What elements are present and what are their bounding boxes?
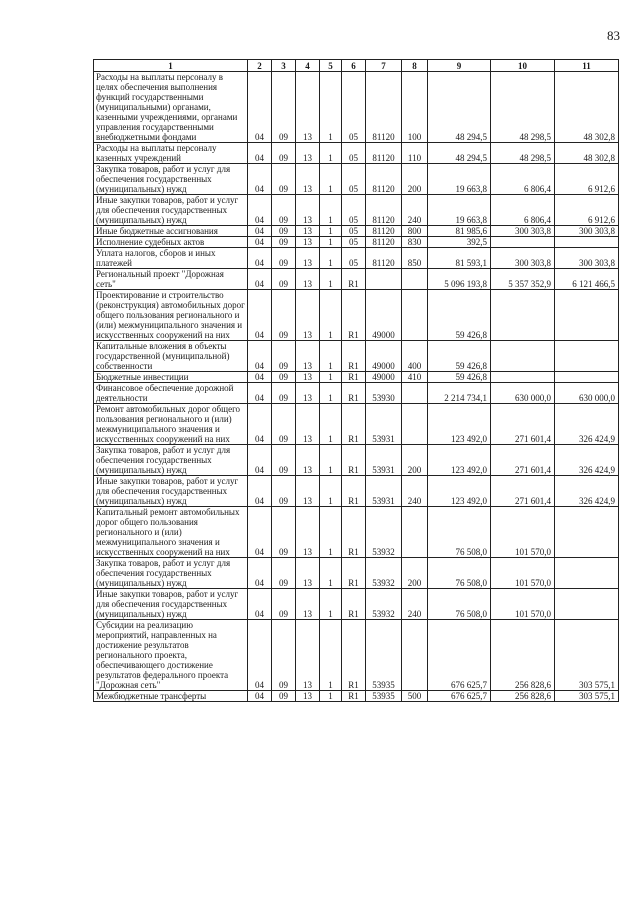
program-code-cell: 13 — [296, 164, 320, 195]
direction-code-cell: 81120 — [366, 143, 402, 164]
table-row — [94, 404, 619, 445]
section-code-cell: 04 — [248, 237, 272, 248]
amount-year2-cell: 48 298,5 — [491, 143, 555, 164]
amount-year1-cell: 59 426,8 — [428, 290, 491, 341]
table-header-row — [94, 60, 619, 72]
amount-year2-cell: 101 570,0 — [491, 558, 555, 589]
amount-year3-cell: 630 000,0 — [555, 383, 619, 404]
project-code-cell: 05 — [342, 248, 366, 269]
direction-code-cell: 53935 — [366, 620, 402, 691]
section-code-cell: 04 — [248, 507, 272, 558]
header-cell: 6 — [342, 60, 366, 72]
section-code-cell: 04 — [248, 341, 272, 372]
section-code-cell: 04 — [248, 620, 272, 691]
expense-type-cell: 500 — [402, 691, 428, 702]
subprogram-code-cell: 1 — [320, 620, 342, 691]
table-row — [94, 290, 619, 341]
amount-year1-cell: 81 593,1 — [428, 248, 491, 269]
row-name-cell: Капитальные вложения в объекты государственной (муниципальной) собственности — [94, 341, 248, 372]
row-name-cell: Проектирование и строительство (реконструкция) автомобильных дорог общего пользования регионального и (или) межмуниципального значения и искусственных сооружений на них — [94, 290, 248, 341]
subprogram-code-cell: 1 — [320, 558, 342, 589]
header-cell: 2 — [248, 60, 272, 72]
page-number: 83 — [607, 28, 620, 43]
header-cell: 1 — [94, 60, 248, 72]
direction-code-cell: 53932 — [366, 507, 402, 558]
amount-year2-cell — [491, 237, 555, 248]
row-name-cell: Финансовое обеспечение дорожной деятельности — [94, 383, 248, 404]
program-code-cell: 13 — [296, 620, 320, 691]
amount-year2-cell — [491, 290, 555, 341]
amount-year2-cell: 101 570,0 — [491, 507, 555, 558]
amount-year2-cell: 271 601,4 — [491, 445, 555, 476]
program-code-cell: 13 — [296, 404, 320, 445]
subprogram-code-cell: 1 — [320, 383, 342, 404]
subsection-code-cell: 09 — [272, 404, 296, 445]
program-code-cell: 13 — [296, 237, 320, 248]
amount-year3-cell: 48 302,8 — [555, 72, 619, 143]
table-row — [94, 589, 619, 620]
amount-year1-cell: 2 214 734,1 — [428, 383, 491, 404]
row-name-cell: Иные закупки товаров, работ и услуг для обеспечения государственных (муниципальных) нужд — [94, 195, 248, 226]
amount-year1-cell: 76 508,0 — [428, 507, 491, 558]
amount-year3-cell: 48 302,8 — [555, 143, 619, 164]
program-code-cell: 13 — [296, 290, 320, 341]
direction-code-cell: 81120 — [366, 226, 402, 237]
project-code-cell: R1 — [342, 691, 366, 702]
amount-year1-cell: 19 663,8 — [428, 195, 491, 226]
program-code-cell: 13 — [296, 248, 320, 269]
direction-code-cell: 81120 — [366, 164, 402, 195]
expense-type-cell: 200 — [402, 445, 428, 476]
header-cell: 7 — [366, 60, 402, 72]
amount-year1-cell: 76 508,0 — [428, 589, 491, 620]
expense-type-cell: 240 — [402, 476, 428, 507]
amount-year3-cell: 6 121 466,5 — [555, 269, 619, 290]
project-code-cell: 05 — [342, 164, 366, 195]
table-row — [94, 476, 619, 507]
expense-type-cell: 200 — [402, 164, 428, 195]
header-cell: 10 — [491, 60, 555, 72]
amount-year2-cell: 271 601,4 — [491, 404, 555, 445]
expense-type-cell: 200 — [402, 558, 428, 589]
amount-year2-cell — [491, 341, 555, 372]
direction-code-cell: 53935 — [366, 691, 402, 702]
section-code-cell: 04 — [248, 589, 272, 620]
direction-code-cell: 81120 — [366, 248, 402, 269]
program-code-cell: 13 — [296, 341, 320, 372]
row-name-cell: Исполнение судебных актов — [94, 237, 248, 248]
section-code-cell: 04 — [248, 164, 272, 195]
row-name-cell: Бюджетные инвестиции — [94, 372, 248, 383]
table-row — [94, 383, 619, 404]
amount-year1-cell: 76 508,0 — [428, 558, 491, 589]
amount-year3-cell: 326 424,9 — [555, 445, 619, 476]
subsection-code-cell: 09 — [272, 195, 296, 226]
project-code-cell: R1 — [342, 341, 366, 372]
subsection-code-cell: 09 — [272, 558, 296, 589]
amount-year3-cell: 6 912,6 — [555, 195, 619, 226]
project-code-cell: 05 — [342, 143, 366, 164]
direction-code-cell: 53932 — [366, 558, 402, 589]
table-row — [94, 507, 619, 558]
table-row — [94, 372, 619, 383]
table-row — [94, 143, 619, 164]
amount-year3-cell — [555, 558, 619, 589]
header-cell: 5 — [320, 60, 342, 72]
table-row — [94, 558, 619, 589]
expense-type-cell — [402, 507, 428, 558]
row-name-cell: Иные бюджетные ассигнования — [94, 226, 248, 237]
amount-year3-cell — [555, 237, 619, 248]
amount-year1-cell: 676 625,7 — [428, 691, 491, 702]
amount-year2-cell — [491, 372, 555, 383]
expense-type-cell: 100 — [402, 72, 428, 143]
direction-code-cell: 53932 — [366, 589, 402, 620]
expense-type-cell: 830 — [402, 237, 428, 248]
section-code-cell: 04 — [248, 558, 272, 589]
amount-year1-cell: 81 985,6 — [428, 226, 491, 237]
direction-code-cell: 49000 — [366, 372, 402, 383]
direction-code-cell: 81120 — [366, 195, 402, 226]
amount-year1-cell: 123 492,0 — [428, 404, 491, 445]
section-code-cell: 04 — [248, 445, 272, 476]
program-code-cell: 13 — [296, 226, 320, 237]
project-code-cell: R1 — [342, 589, 366, 620]
direction-code-cell: 53931 — [366, 404, 402, 445]
expense-type-cell: 240 — [402, 589, 428, 620]
direction-code-cell — [366, 269, 402, 290]
row-name-cell: Субсидии на реализацию мероприятий, направленных на достижение результатов регионального проекта, обеспечивающего достижение результатов федерального проекта "Дорожная сеть" — [94, 620, 248, 691]
section-code-cell: 04 — [248, 72, 272, 143]
program-code-cell: 13 — [296, 507, 320, 558]
subsection-code-cell: 09 — [272, 476, 296, 507]
program-code-cell: 13 — [296, 269, 320, 290]
subprogram-code-cell: 1 — [320, 445, 342, 476]
section-code-cell: 04 — [248, 195, 272, 226]
subprogram-code-cell: 1 — [320, 226, 342, 237]
amount-year1-cell: 59 426,8 — [428, 372, 491, 383]
subsection-code-cell: 09 — [272, 341, 296, 372]
subprogram-code-cell: 1 — [320, 269, 342, 290]
program-code-cell: 13 — [296, 589, 320, 620]
amount-year1-cell: 123 492,0 — [428, 476, 491, 507]
expense-type-cell — [402, 383, 428, 404]
amount-year1-cell: 123 492,0 — [428, 445, 491, 476]
expense-type-cell — [402, 620, 428, 691]
subprogram-code-cell: 1 — [320, 691, 342, 702]
table-row — [94, 237, 619, 248]
row-name-cell: Уплата налогов, сборов и иных платежей — [94, 248, 248, 269]
expense-type-cell — [402, 290, 428, 341]
direction-code-cell: 81120 — [366, 72, 402, 143]
amount-year2-cell: 6 806,4 — [491, 164, 555, 195]
row-name-cell: Межбюджетные трансферты — [94, 691, 248, 702]
table-row — [94, 341, 619, 372]
amount-year1-cell: 48 294,5 — [428, 72, 491, 143]
subsection-code-cell: 09 — [272, 507, 296, 558]
row-name-cell: Расходы на выплаты персоналу в целях обеспечения выполнения функций государственными (муниципальными) органами, казенными учреждениями, органами управления государственными внебюджетными фондами — [94, 72, 248, 143]
subsection-code-cell: 09 — [272, 691, 296, 702]
table-row — [94, 445, 619, 476]
subprogram-code-cell: 1 — [320, 237, 342, 248]
amount-year2-cell: 271 601,4 — [491, 476, 555, 507]
amount-year2-cell: 48 298,5 — [491, 72, 555, 143]
program-code-cell: 13 — [296, 383, 320, 404]
header-cell: 11 — [555, 60, 619, 72]
project-code-cell: R1 — [342, 476, 366, 507]
direction-code-cell: 49000 — [366, 341, 402, 372]
subsection-code-cell: 09 — [272, 620, 296, 691]
subprogram-code-cell: 1 — [320, 341, 342, 372]
amount-year2-cell: 300 303,8 — [491, 248, 555, 269]
program-code-cell: 13 — [296, 445, 320, 476]
amount-year3-cell: 303 575,1 — [555, 620, 619, 691]
subsection-code-cell: 09 — [272, 72, 296, 143]
program-code-cell: 13 — [296, 195, 320, 226]
project-code-cell: R1 — [342, 372, 366, 383]
program-code-cell: 13 — [296, 372, 320, 383]
table-row — [94, 72, 619, 143]
table-row — [94, 195, 619, 226]
expense-type-cell — [402, 269, 428, 290]
row-name-cell: Расходы на выплаты персоналу казенных учреждений — [94, 143, 248, 164]
project-code-cell: R1 — [342, 507, 366, 558]
row-name-cell: Иные закупки товаров, работ и услуг для обеспечения государственных (муниципальных) нужд — [94, 476, 248, 507]
subsection-code-cell: 09 — [272, 445, 296, 476]
expense-type-cell: 850 — [402, 248, 428, 269]
project-code-cell: R1 — [342, 620, 366, 691]
project-code-cell: R1 — [342, 383, 366, 404]
expense-type-cell — [402, 404, 428, 445]
table-row — [94, 691, 619, 702]
amount-year1-cell: 392,5 — [428, 237, 491, 248]
subprogram-code-cell: 1 — [320, 507, 342, 558]
amount-year3-cell: 326 424,9 — [555, 476, 619, 507]
project-code-cell: 05 — [342, 72, 366, 143]
amount-year3-cell: 326 424,9 — [555, 404, 619, 445]
program-code-cell: 13 — [296, 691, 320, 702]
amount-year3-cell: 303 575,1 — [555, 691, 619, 702]
amount-year1-cell: 676 625,7 — [428, 620, 491, 691]
header-cell: 8 — [402, 60, 428, 72]
table-row — [94, 269, 619, 290]
row-name-cell: Закупка товаров, работ и услуг для обеспечения государственных (муниципальных) нужд — [94, 164, 248, 195]
project-code-cell: 05 — [342, 237, 366, 248]
section-code-cell: 04 — [248, 476, 272, 507]
header-cell: 9 — [428, 60, 491, 72]
amount-year1-cell: 19 663,8 — [428, 164, 491, 195]
program-code-cell: 13 — [296, 143, 320, 164]
row-name-cell: Иные закупки товаров, работ и услуг для обеспечения государственных (муниципальных) нужд — [94, 589, 248, 620]
amount-year3-cell: 6 912,6 — [555, 164, 619, 195]
expense-type-cell: 410 — [402, 372, 428, 383]
subprogram-code-cell: 1 — [320, 476, 342, 507]
program-code-cell: 13 — [296, 558, 320, 589]
project-code-cell: R1 — [342, 269, 366, 290]
expense-type-cell: 240 — [402, 195, 428, 226]
amount-year2-cell: 256 828,6 — [491, 691, 555, 702]
direction-code-cell: 53930 — [366, 383, 402, 404]
table-row — [94, 620, 619, 691]
subsection-code-cell: 09 — [272, 589, 296, 620]
subsection-code-cell: 09 — [272, 226, 296, 237]
direction-code-cell: 49000 — [366, 290, 402, 341]
section-code-cell: 04 — [248, 383, 272, 404]
expense-type-cell: 110 — [402, 143, 428, 164]
subprogram-code-cell: 1 — [320, 195, 342, 226]
amount-year1-cell: 48 294,5 — [428, 143, 491, 164]
amount-year1-cell: 59 426,8 — [428, 341, 491, 372]
amount-year2-cell: 101 570,0 — [491, 589, 555, 620]
section-code-cell: 04 — [248, 226, 272, 237]
section-code-cell: 04 — [248, 290, 272, 341]
subprogram-code-cell: 1 — [320, 372, 342, 383]
subsection-code-cell: 09 — [272, 164, 296, 195]
project-code-cell: 05 — [342, 195, 366, 226]
budget-table — [93, 59, 619, 702]
amount-year1-cell: 5 096 193,8 — [428, 269, 491, 290]
direction-code-cell: 81120 — [366, 237, 402, 248]
section-code-cell: 04 — [248, 143, 272, 164]
row-name-cell: Капитальный ремонт автомобильных дорог общего пользования регионального и (или) межмуниципального значения и искусственных сооружений на них — [94, 507, 248, 558]
subsection-code-cell: 09 — [272, 248, 296, 269]
amount-year3-cell — [555, 341, 619, 372]
expense-type-cell: 800 — [402, 226, 428, 237]
amount-year2-cell: 5 357 352,9 — [491, 269, 555, 290]
program-code-cell: 13 — [296, 72, 320, 143]
subprogram-code-cell: 1 — [320, 589, 342, 620]
amount-year2-cell: 300 303,8 — [491, 226, 555, 237]
amount-year3-cell: 300 303,8 — [555, 226, 619, 237]
program-code-cell: 13 — [296, 476, 320, 507]
subsection-code-cell: 09 — [272, 237, 296, 248]
subsection-code-cell: 09 — [272, 383, 296, 404]
project-code-cell: R1 — [342, 445, 366, 476]
row-name-cell: Закупка товаров, работ и услуг для обеспечения государственных (муниципальных) нужд — [94, 558, 248, 589]
table-row — [94, 248, 619, 269]
section-code-cell: 04 — [248, 691, 272, 702]
project-code-cell: R1 — [342, 404, 366, 445]
amount-year2-cell: 256 828,6 — [491, 620, 555, 691]
table-row — [94, 226, 619, 237]
section-code-cell: 04 — [248, 269, 272, 290]
header-cell: 3 — [272, 60, 296, 72]
amount-year3-cell — [555, 290, 619, 341]
row-name-cell: Региональный проект "Дорожная сеть" — [94, 269, 248, 290]
section-code-cell: 04 — [248, 372, 272, 383]
project-code-cell: R1 — [342, 290, 366, 341]
subprogram-code-cell: 1 — [320, 72, 342, 143]
subprogram-code-cell: 1 — [320, 290, 342, 341]
amount-year3-cell — [555, 589, 619, 620]
section-code-cell: 04 — [248, 248, 272, 269]
subprogram-code-cell: 1 — [320, 164, 342, 195]
project-code-cell: 05 — [342, 226, 366, 237]
row-name-cell: Ремонт автомобильных дорог общего пользования регионального и (или) межмуниципального значения и искусственных сооружений на них — [94, 404, 248, 445]
amount-year3-cell: 300 303,8 — [555, 248, 619, 269]
amount-year2-cell: 630 000,0 — [491, 383, 555, 404]
expense-type-cell: 400 — [402, 341, 428, 372]
header-cell: 4 — [296, 60, 320, 72]
subprogram-code-cell: 1 — [320, 143, 342, 164]
direction-code-cell: 53931 — [366, 476, 402, 507]
amount-year3-cell — [555, 507, 619, 558]
amount-year3-cell — [555, 372, 619, 383]
subsection-code-cell: 09 — [272, 143, 296, 164]
subsection-code-cell: 09 — [272, 372, 296, 383]
subsection-code-cell: 09 — [272, 290, 296, 341]
table-row — [94, 164, 619, 195]
row-name-cell: Закупка товаров, работ и услуг для обеспечения государственных (муниципальных) нужд — [94, 445, 248, 476]
amount-year2-cell: 6 806,4 — [491, 195, 555, 226]
subprogram-code-cell: 1 — [320, 404, 342, 445]
project-code-cell: R1 — [342, 558, 366, 589]
direction-code-cell: 53931 — [366, 445, 402, 476]
subsection-code-cell: 09 — [272, 269, 296, 290]
subprogram-code-cell: 1 — [320, 248, 342, 269]
section-code-cell: 04 — [248, 404, 272, 445]
